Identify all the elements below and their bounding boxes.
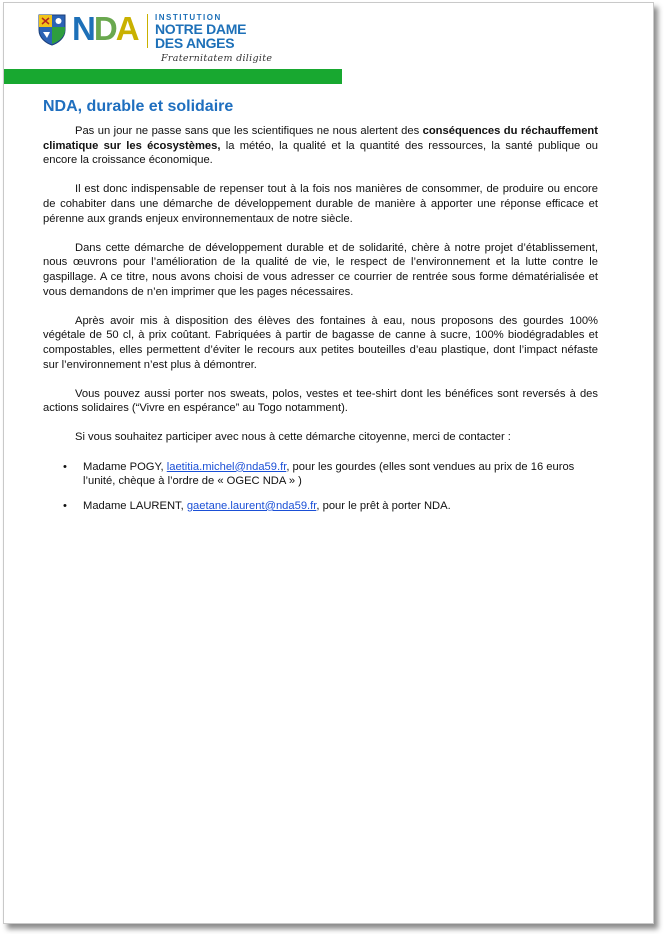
document-title: NDA, durable et solidaire xyxy=(43,98,234,115)
logo-divider xyxy=(147,14,148,48)
contact-text: , pour le prêt à porter NDA. xyxy=(316,499,451,512)
document-page xyxy=(3,2,654,924)
institution-name-line1: NOTRE DAME xyxy=(155,21,247,37)
paragraph-3: Dans cette démarche de développement durable et de solidarité, chère à notre projet d’établissement, nous œuvrons pour l’amélioration de la qualité de vie, le respect de l’environnement et la lutte contre le gaspillage. A ce titre, nous avons choisi de vous adresser ce courrier de rentrée sous forme dématérialisée et vous demandons de n’en imprimer que les pages nécessaires. xyxy=(43,241,598,298)
bold-emphasis: conséquences du réchauffement climatique sur les écosystèmes, xyxy=(43,125,598,152)
bullet-icon: • xyxy=(63,460,67,473)
paragraph-2: Il est donc indispensable de repenser tout à la fois nos manières de consommer, de produire ou encore de cohabiter dans une démarche de développement durable de manière à apporter une réponse efficace et pérenne aux grands enjeux environnementaux de notre siècle. xyxy=(43,183,598,225)
paragraph-4: Après avoir mis à disposition des élèves des fontaines à eau, nous proposons des gourdes 100% végétale de 50 cl, à prix coûtant. Fabriquées à partir de bagasse de canne à sucre, 100% biodégradables et compostables, elles permettent d’éviter le recours aux petites bouteilles d’eau plastique, dont l’impact néfaste sur l’environnement n’est plus à démontrer. xyxy=(43,314,598,371)
header-green-bar xyxy=(4,69,342,84)
contact-text: , pour les gourdes (elles sont vendues au prix de 16 euros l’unité, chèque à l’ordre de « OGEC NDA » ) xyxy=(83,460,575,488)
motto: Fraternitatem diligite xyxy=(161,53,273,64)
contact-name: Madame LAURENT, xyxy=(83,499,187,512)
paragraph-1: Pas un jour ne passe sans que les scientifiques ne nous alertent des conséquences du réchauffement climatique sur les écosystèmes, la météo, la qualité et la quantité des ressources, la santé publique ou encore la croissance économique. xyxy=(43,125,598,167)
list-item xyxy=(43,460,598,489)
contact-list xyxy=(43,460,598,514)
crest-logo-icon xyxy=(38,14,66,46)
paragraph-5: Vous pouvez aussi porter nos sweats, polos, vestes et tee-shirt dont les bénéfices sont reversés à des actions solidaires (“Vivre en espérance” au Togo notamment). xyxy=(43,387,598,415)
document-body xyxy=(43,124,598,523)
email-link[interactable]: gaetane.laurent@nda59.fr xyxy=(186,499,317,512)
institution-label: INSTITUTION xyxy=(155,13,222,22)
paragraph-6: Si vous souhaitez participer avec nous à cette démarche citoyenne, merci de contacter : xyxy=(75,431,511,444)
bullet-icon: • xyxy=(63,499,67,512)
nda-logo-text: NDA xyxy=(72,10,138,47)
institution-name xyxy=(155,22,246,50)
institution-name-line2: DES ANGES xyxy=(155,35,235,51)
email-link[interactable]: laetitia.michel@nda59.fr xyxy=(166,460,287,473)
contact-name: Madame POGY, xyxy=(83,460,167,473)
list-item xyxy=(43,499,598,514)
